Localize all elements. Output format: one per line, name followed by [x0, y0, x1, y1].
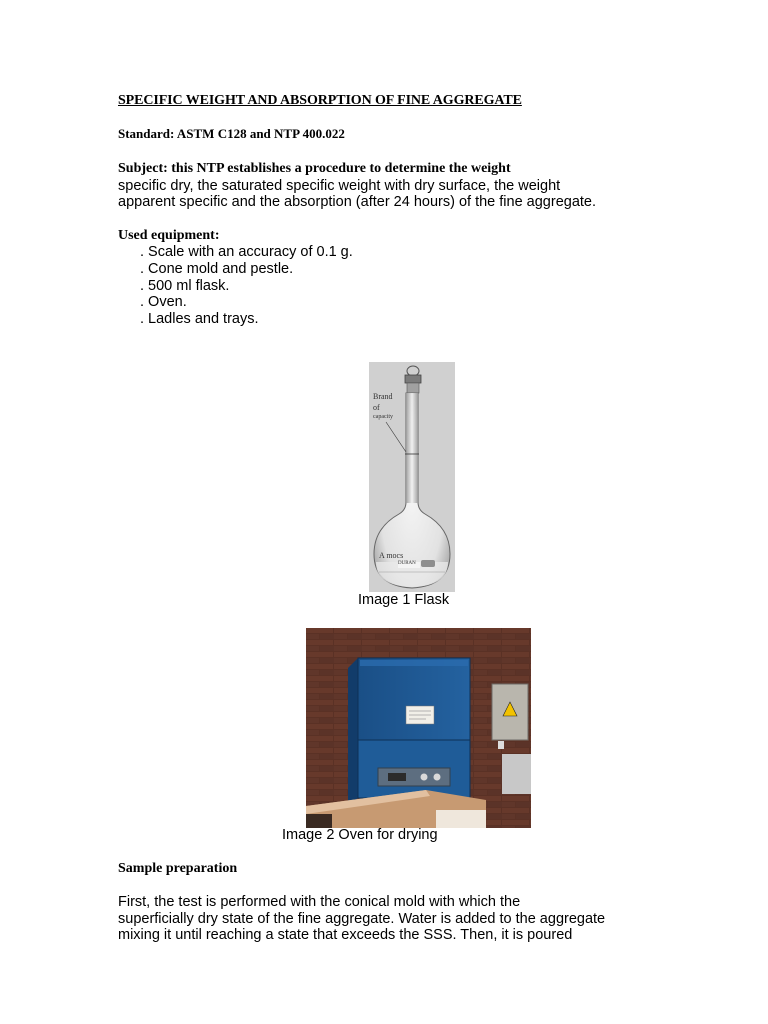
- list-item: . Ladles and trays.: [140, 311, 259, 328]
- flask-label-brand: Brand: [373, 392, 393, 401]
- page-title: SPECIFIC WEIGHT AND ABSORPTION OF FINE AGGREGATE: [118, 93, 522, 108]
- image1-caption: Image 1 Flask: [358, 592, 450, 608]
- sample-preparation-paragraph: [118, 894, 639, 944]
- used-equipment-heading: Used equipment:: [118, 228, 220, 243]
- list-item: . Scale with an accuracy of 0.1 g.: [140, 244, 353, 260]
- equipment-list: [140, 244, 353, 328]
- flask-label-amocs: A mocs: [379, 551, 404, 560]
- flask-label-duran: DURAN: [398, 561, 416, 566]
- flask-label-of: of: [373, 403, 380, 412]
- subject-paragraph: [118, 160, 658, 211]
- list-item: . 500 ml flask.: [140, 277, 230, 294]
- subject-line-3: apparent specific and the absorption (after 24 hours) of the fine aggregate.: [118, 194, 597, 210]
- list-item: . Cone mold and pestle.: [140, 260, 294, 277]
- flask-label-capacity: capacity: [373, 414, 393, 420]
- paragraph-line: superficially dry state of the fine aggregate. Water is added to the aggregate: [118, 910, 606, 927]
- oven-illustration: [306, 628, 531, 828]
- image2-caption: Image 2 Oven for drying: [282, 827, 438, 843]
- subject-bold: Subject: this NTP establishes a procedure to determine the weight: [118, 161, 511, 176]
- list-item: . Oven.: [140, 294, 187, 311]
- subject-line-2: specific dry, the saturated specific weight with dry surface, the weight: [118, 177, 561, 194]
- sample-preparation-heading: Sample preparation: [118, 861, 238, 876]
- standard-line: Standard: ASTM C128 and NTP 400.022: [118, 126, 345, 141]
- flask-image: [369, 362, 455, 592]
- paragraph-line: First, the test is performed with the conical mold with which the: [118, 894, 521, 910]
- paragraph-line: mixing it until reaching a state that exceeds the SSS. Then, it is poured: [118, 927, 573, 944]
- oven-image: [306, 628, 531, 828]
